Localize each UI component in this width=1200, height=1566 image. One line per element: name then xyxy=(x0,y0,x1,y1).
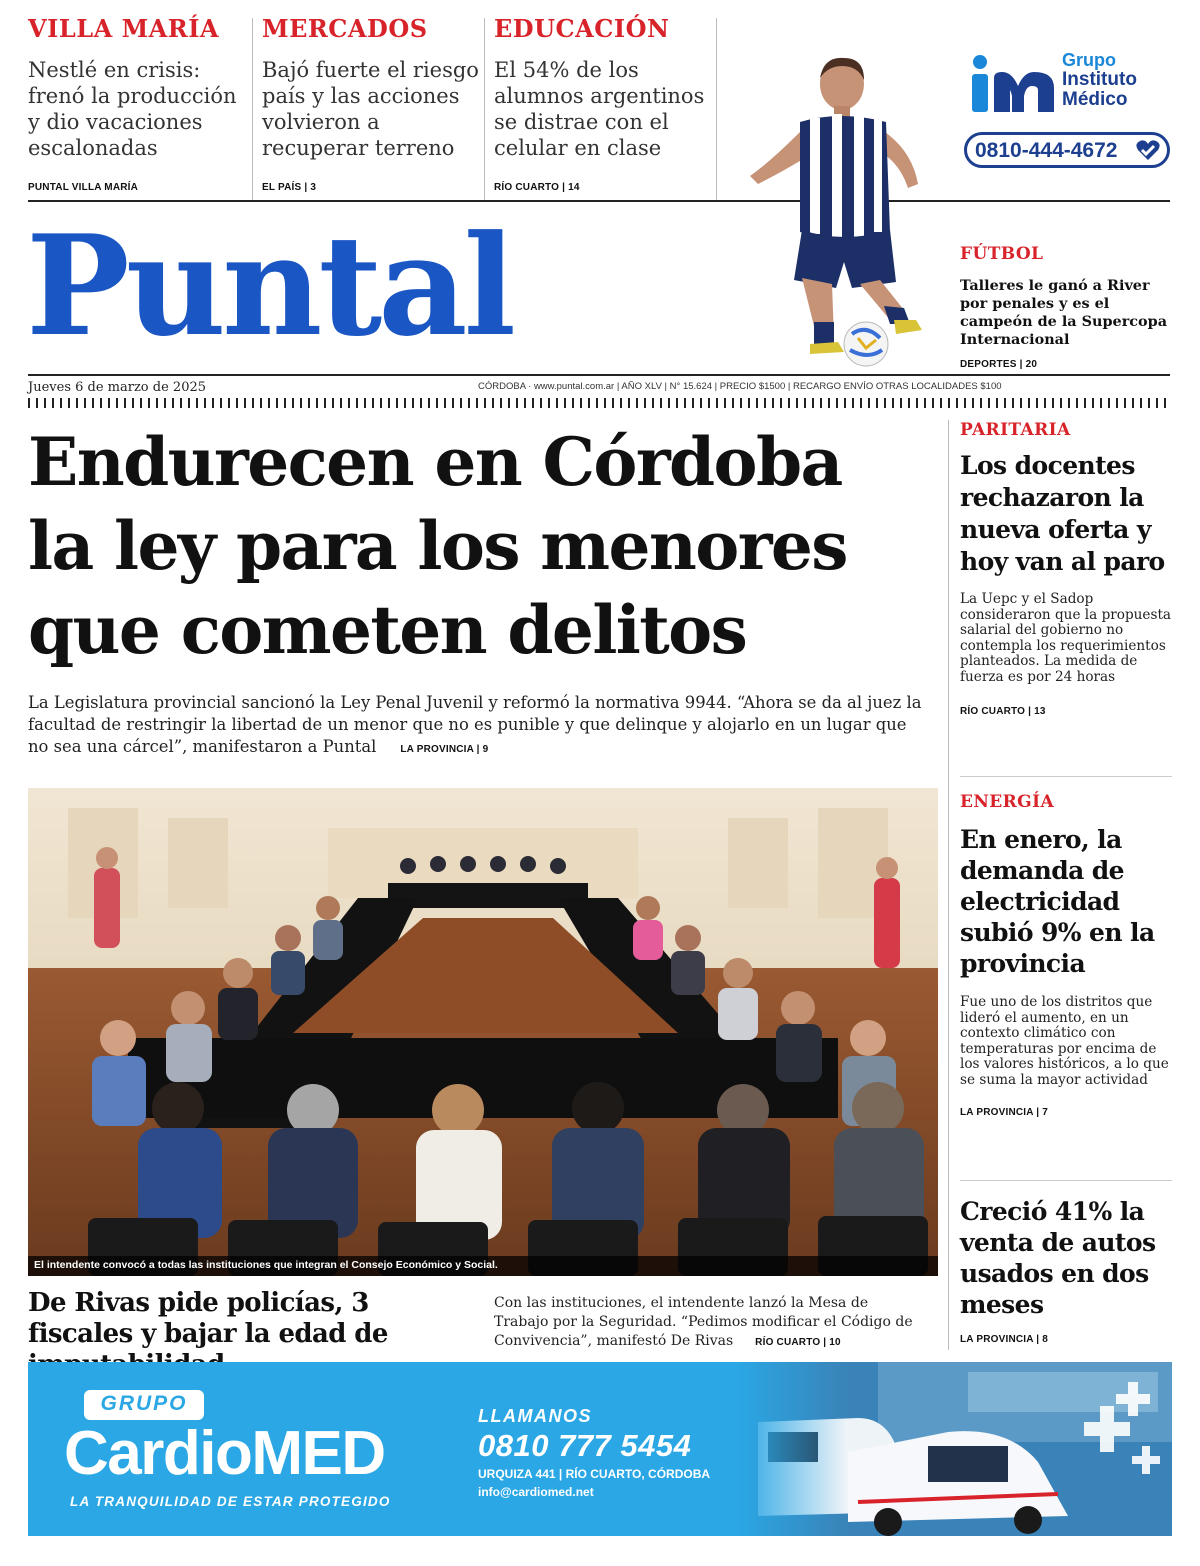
teaser-mercados[interactable] xyxy=(262,14,484,200)
column-divider xyxy=(252,18,253,200)
main-deck-text: La Legislatura provincial sancionó la Ley Penal Juvenil y reformó la normativa 9944. “Ahora se da al juez la facultad de restringir la libertad de un menor que no es punible y que delinque y alojarlo en un lugar que no sea una cárcel”, manifestaron a Puntal xyxy=(28,693,922,756)
teaser-futbol[interactable] xyxy=(960,244,1172,370)
energia-section-ref: LA PROVINCIA | 7 xyxy=(960,1106,1049,1118)
teaser-kicker: EDUCACIÓN xyxy=(494,14,670,43)
main-headline-line: la ley para los menores xyxy=(28,507,847,585)
main-section-ref: LA PROVINCIA | 9 xyxy=(400,744,489,755)
energia-headline[interactable]: En enero, la demanda de electricidad subió 9% en la provincia xyxy=(960,825,1155,978)
teaser-headline[interactable]: El 54% de los alumnos argentinos se distrae con el celular en clase xyxy=(494,58,705,160)
ad-address: URQUIZA 441 | RÍO CUARTO, CÓRDOBA xyxy=(478,1467,711,1481)
teaser-educacion[interactable] xyxy=(494,14,716,200)
teaser-villa-maria[interactable] xyxy=(28,14,250,200)
paritaria-section-ref: RÍO CUARTO | 13 xyxy=(960,705,1046,717)
secondary-headline[interactable]: De Rivas pide policías, 3 fiscales y bajar la edad de xyxy=(28,1288,388,1349)
right-column-separator xyxy=(960,1180,1172,1181)
ad-slogan: LA TRANQUILIDAD DE ESTAR PROTEGIDO xyxy=(70,1494,391,1509)
sponsor-line-medico: Médico xyxy=(1062,89,1128,110)
paritaria-kicker: PARITARIA xyxy=(960,420,1071,440)
main-headline-line: que cometen delitos xyxy=(28,591,747,669)
teaser-section-ref: EL PAÍS | 3 xyxy=(262,182,317,193)
decorative-tick-rule xyxy=(28,398,1170,408)
column-divider xyxy=(484,18,485,200)
teaser-kicker: VILLA MARÍA xyxy=(28,14,220,43)
teaser-headline[interactable]: Bajó fuerte el riesgo país y las acciones volvieron a recuperar terreno xyxy=(262,58,479,160)
secondary-body-text: Con las instituciones, el intendente lanzó la Mesa de Trabajo por la Seguridad. “Pedimos modificar el Código de Convivencia”, manifestó De Rivas xyxy=(494,1295,913,1349)
meeting-photo[interactable] xyxy=(28,788,938,1276)
football-player-photo[interactable] xyxy=(740,52,940,370)
ad-group-badge: GRUPO xyxy=(84,1390,204,1420)
ambulance-photo xyxy=(738,1362,1172,1536)
masthead-logo[interactable]: Puntal xyxy=(26,204,513,367)
sponsor-phone-button[interactable] xyxy=(964,132,1170,168)
ad-call-label: LLAMANOS xyxy=(478,1406,592,1426)
autos-headline[interactable]: Creció 41% la venta de autos usados en dos meses xyxy=(960,1197,1156,1319)
dateline-rule xyxy=(28,374,1170,376)
futbol-headline[interactable]: Talleres le ganó a River por penales y es el campeón de la Supercopa Internacional xyxy=(960,277,1168,348)
autos-section-ref: LA PROVINCIA | 8 xyxy=(960,1334,1049,1345)
header-rule xyxy=(28,200,1170,202)
futbol-kicker: FÚTBOL xyxy=(960,244,1044,264)
ad-brand: CardioMED xyxy=(64,1419,385,1488)
right-column-divider xyxy=(948,420,949,1350)
paritaria-body: La Uepc y el Sadop consideraron que la propuesta salarial del gobierno no contempla los requerimientos planteados. La medida de fuerza es por 24 horas xyxy=(960,591,1172,685)
edition-date: Jueves 6 de marzo de 2025 xyxy=(28,380,207,395)
main-headline-line: Endurecen en Córdoba xyxy=(28,423,842,501)
teaser-kicker: MERCADOS xyxy=(262,14,428,43)
story-paritaria[interactable] xyxy=(960,420,1172,717)
teaser-headline[interactable]: Nestlé en crisis: frenó la producción y dio vacaciones escalonadas xyxy=(28,58,237,160)
secondary-body xyxy=(494,1294,924,1352)
sponsor-phone: 0810-444-4672 xyxy=(975,139,1118,162)
ad-email[interactable]: info@cardiomed.net xyxy=(478,1485,594,1499)
heart-check-icon xyxy=(1135,138,1161,162)
energia-body: Fue uno de los distritos que lideró el aumento, en un contexto climático con temperaturas por encima de los valores históricos, a lo que se suma la mayor actividad xyxy=(960,994,1169,1088)
main-deck xyxy=(28,692,928,761)
right-column-separator xyxy=(960,776,1172,777)
story-autos-usados[interactable] xyxy=(960,1196,1172,1345)
sponsor-line-instituto: Instituto xyxy=(1062,69,1137,90)
energia-kicker: ENERGÍA xyxy=(960,792,1055,812)
futbol-section-ref: DEPORTES | 20 xyxy=(960,359,1038,370)
main-headline[interactable] xyxy=(28,420,928,672)
teaser-section-ref: RÍO CUARTO | 14 xyxy=(494,182,580,193)
column-divider xyxy=(716,18,717,200)
teaser-section-ref: PUNTAL VILLA MARÍA xyxy=(28,182,139,193)
photo-caption: El intendente convocó a todas las instituciones que integran el Consejo Económico y Social. xyxy=(28,1256,938,1276)
sponsor-name xyxy=(1062,50,1137,110)
story-energia[interactable] xyxy=(960,792,1172,1118)
sponsor-line-grupo: Grupo xyxy=(1062,50,1116,70)
ad-phone[interactable]: 0810 777 5454 xyxy=(478,1428,692,1463)
edition-info: CÓRDOBA · www.puntal.com.ar | AÑO XLV | N° 15.624 | PRECIO $1500 | RECARGO ENVÍO OTRAS LOCALIDADES $100 xyxy=(478,381,1002,392)
paritaria-headline[interactable]: Los docentes rechazaron la nueva oferta y hoy van al paro xyxy=(960,451,1165,576)
secondary-section-ref: RÍO CUARTO | 10 xyxy=(755,1337,841,1348)
